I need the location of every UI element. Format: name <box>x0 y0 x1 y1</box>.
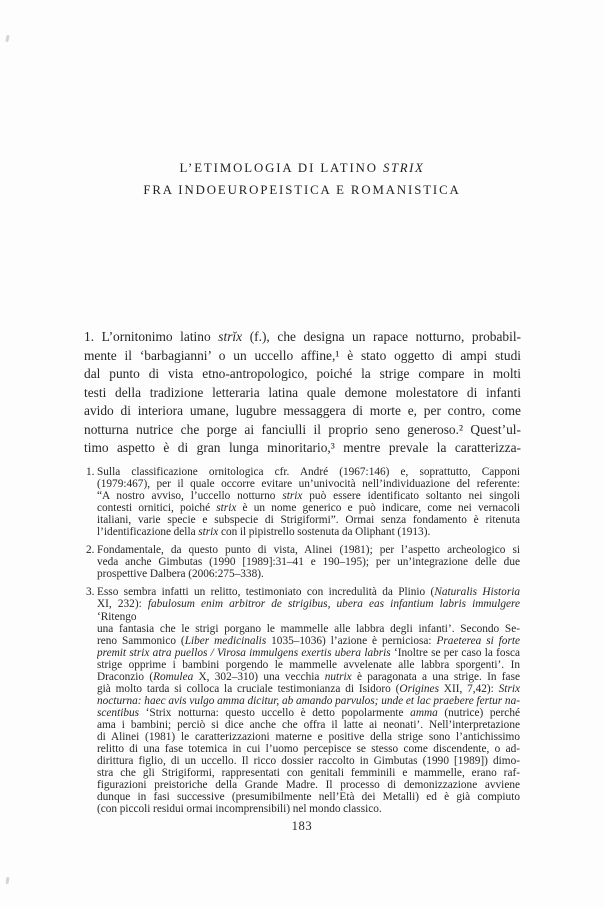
text-line: dal punto di vista etno-antropologico, poiché la strige compare in molti <box>84 366 521 382</box>
text-line: Fondamentale, da questo punto di vista, Alinei (1981); per l’aspetto archeologico si <box>97 544 520 557</box>
footnote <box>86 466 520 538</box>
scan-artifact <box>5 35 9 42</box>
footnote <box>86 586 520 815</box>
footnotes-section <box>86 466 520 815</box>
text-line: premit strix atra puellos / Virosa immulgens exertis ubera labris ‘Inoltre se per caso la fosca <box>97 646 520 659</box>
text-line: dunque in fasi successive (presumibilmente nell’Età dei Metalli) ed è già compiuto <box>97 791 520 804</box>
text-line: Sulla classificazione ornitologica cfr. André (1967:146) e, soprattutto, Capponi <box>97 466 520 478</box>
text-line: Draconzio (Romulea X, 302–310) una vecchia nutrix è paragonata a una strige. In fase <box>97 670 520 683</box>
text-line: Esso sembra infatti un relitto, testimoniato con incredulità da Plinio (Naturalis Historia <box>97 586 520 599</box>
text-line: 1. L’ornitonimo latino strĭx (f.), che designa un rapace notturno, probabil- <box>84 329 521 344</box>
footnote-number: 1. <box>86 466 95 478</box>
article-title <box>0 157 604 201</box>
text-line: timo aspetto è di gran lunga minoritario,³ mentre prevale la caratterizza- <box>84 440 521 456</box>
text-line: relitto di una fase totemica in cui l’uomo percepisce se stesso come discendente, o ad- <box>97 743 520 756</box>
text-line: (1979:467), per il quale occorre evitare un’univocità nell’individuazione del referente: <box>97 478 520 491</box>
text-line: nocturna: haec avis vulgo amma dicitur, ab amando parvulos; unde et lac praebere fertur na- <box>97 694 520 707</box>
text-line: notturna nutrice che porge ai fanciulli il proprio seno generoso.² Quest’ul- <box>84 421 521 437</box>
text-line: figurazioni preistoriche della Grande Madre. Il processo di demonizzazione avviene <box>97 779 520 792</box>
text-line: di Alinei (1981) le caratterizzazioni materne e positive della strige sono l’antichissimo <box>97 730 520 743</box>
text-line: reno Sammonico (Liber medicinalis 1035–1036) l’azione è perniciosa: Praeterea si forte <box>97 634 520 647</box>
text-line: prospettive Dalbera (2006:275–338). <box>97 568 264 581</box>
text-line: stra che gli Strigiformi, rappresentati con genitali femminili e mammelle, erano raf- <box>97 767 520 780</box>
text-line: avido di interiora umane, lugubre messaggera di morte e, per contro, come <box>84 403 521 419</box>
title-line-2: FRA INDOEUROPEISTICA E ROMANISTICA <box>143 183 461 197</box>
text-line: scentibus ‘Strix notturna: questo uccello è detto popolarmente amma (nutrice) perché <box>97 706 520 719</box>
footnote <box>86 544 520 580</box>
footnote-number: 3. <box>86 586 95 599</box>
text-line: una fantasia che le strigi porgano le mammelle alle labbra degli infanti’. Secondo Se- <box>97 622 520 635</box>
text-line: “A nostro avviso, l’uccello notturno strix può essere identificato soltanto nei singoli <box>97 490 520 503</box>
scan-artifact <box>6 877 10 884</box>
text-line: l’identificazione della strix con il pipistrello sostenuta da Oliphant (1913). <box>97 526 431 539</box>
text-line: contesti ornitici, poiché strix è un nome generico e può indicare, come nei vernacoli <box>97 502 520 515</box>
text-line: ama i bambini; perciò si dice anche che offra il latte ai neonati’. Nell’interpretazione <box>97 718 520 731</box>
text-line: strige opprime i bambini porgendo le mammelle avvelenate alle labbra sporgenti’. In <box>97 658 520 671</box>
text-line: testi della tradizione letteraria latina quale demone molestatore di infanti <box>84 384 521 400</box>
text-line: italiani, varie specie e subspecie di Strigiformi”. Ormai senza fondamento è ritenuta <box>97 514 520 527</box>
text-line: dirittura figlio, di un uccello. Il ricco dossier raccolto in Gimbutas (1990 [1989]) dimo- <box>97 755 520 768</box>
text-line: (con piccoli residui ormai incomprensibili) nel mondo classico. <box>97 803 382 816</box>
text-line: veda anche Gimbutas (1990 [1989]:31–41 e 190–195); per un’integrazione delle due <box>97 556 520 569</box>
footnote-number: 2. <box>86 544 95 557</box>
text-line: mente il ‘barbagianni’ o un uccello affine,¹ è stato oggetto di ampi studi <box>84 347 521 363</box>
text-line: già molto tarda si colloca la cruciale testimonianza di Isidoro (Origines XII, 7,42): Strix <box>97 682 520 695</box>
title-line-1: L’ETIMOLOGIA DI LATINO STRIX <box>179 161 425 175</box>
text-line: XI, 232): fabulosum enim arbitror de strigibus, ubera eas infantium labris immulgere ‘Ritengo <box>97 598 520 623</box>
body-paragraph <box>84 328 521 458</box>
page-number: 183 <box>291 819 313 833</box>
